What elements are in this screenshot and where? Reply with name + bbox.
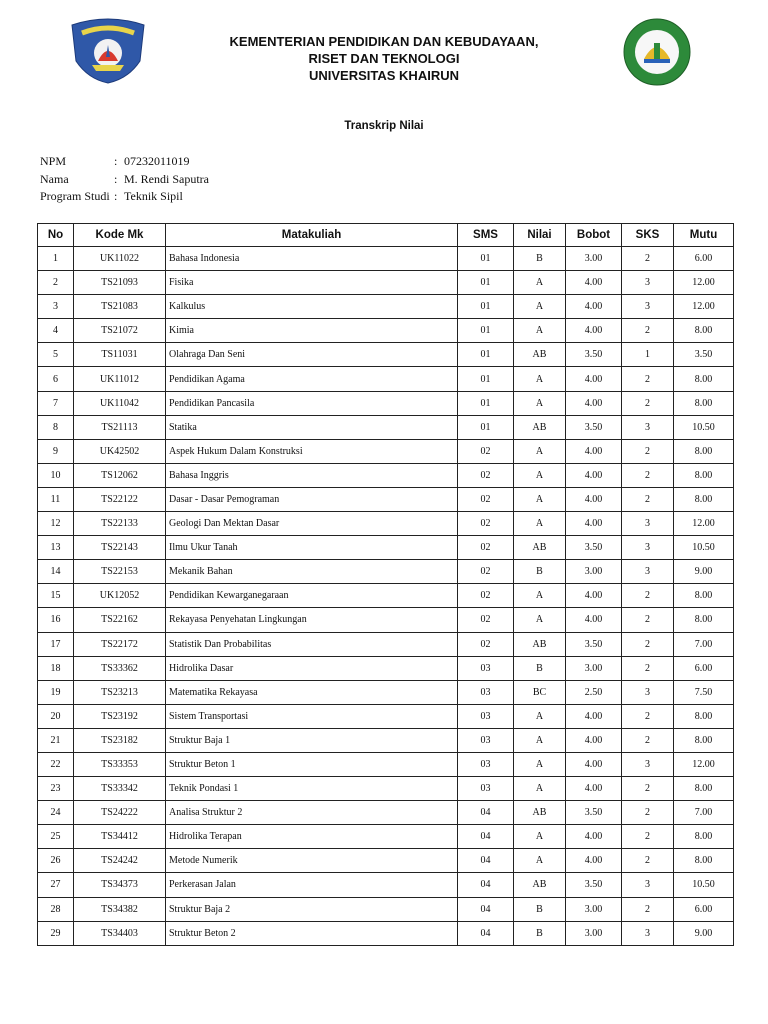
credits: 2 [622, 825, 674, 849]
credits: 2 [622, 319, 674, 343]
course-name: Mekanik Bahan [166, 560, 458, 584]
table-row [38, 801, 734, 825]
row-number: 10 [38, 463, 74, 487]
credits: 3 [622, 512, 674, 536]
grade-letter: AB [514, 873, 566, 897]
quality-points: 8.00 [674, 825, 734, 849]
student-identity [40, 153, 209, 206]
quality-points: 7.00 [674, 801, 734, 825]
credits: 3 [622, 536, 674, 560]
semester: 04 [458, 801, 514, 825]
table-row [38, 656, 734, 680]
grade-weight: 4.00 [566, 439, 622, 463]
row-number: 8 [38, 415, 74, 439]
grade-letter: A [514, 487, 566, 511]
row-number: 14 [38, 560, 74, 584]
row-number: 21 [38, 728, 74, 752]
course-code: TS24222 [74, 801, 166, 825]
semester: 01 [458, 367, 514, 391]
grade-letter: AB [514, 632, 566, 656]
table-row [38, 343, 734, 367]
table-row [38, 825, 734, 849]
course-name: Bahasa Indonesia [166, 247, 458, 271]
quality-points: 8.00 [674, 728, 734, 752]
course-code: TS24242 [74, 849, 166, 873]
header-line-ministry: KEMENTERIAN PENDIDIKAN DAN KEBUDAYAAN, [229, 34, 539, 49]
grade-weight: 3.50 [566, 343, 622, 367]
course-name: Aspek Hukum Dalam Konstruksi [166, 439, 458, 463]
row-number: 2 [38, 271, 74, 295]
grade-weight: 3.00 [566, 897, 622, 921]
course-name: Kalkulus [166, 295, 458, 319]
course-code: TS21113 [74, 415, 166, 439]
grade-letter: A [514, 825, 566, 849]
course-code: TS34373 [74, 873, 166, 897]
row-number: 18 [38, 656, 74, 680]
credits: 1 [622, 343, 674, 367]
semester: 03 [458, 704, 514, 728]
course-name: Teknik Pondasi 1 [166, 777, 458, 801]
course-name: Fisika [166, 271, 458, 295]
grade-letter: A [514, 439, 566, 463]
table-row [38, 463, 734, 487]
grade-weight: 4.00 [566, 487, 622, 511]
row-number: 25 [38, 825, 74, 849]
grade-weight: 4.00 [566, 849, 622, 873]
course-name: Geologi Dan Mektan Dasar [166, 512, 458, 536]
course-name: Struktur Beton 1 [166, 752, 458, 776]
grade-letter: B [514, 656, 566, 680]
column-header-mutu: Mutu [674, 224, 734, 247]
course-code: UK12052 [74, 584, 166, 608]
semester: 03 [458, 728, 514, 752]
course-name: Struktur Beton 2 [166, 921, 458, 945]
grade-letter: A [514, 728, 566, 752]
credits: 2 [622, 897, 674, 921]
grade-weight: 3.00 [566, 656, 622, 680]
grade-weight: 4.00 [566, 512, 622, 536]
name-value: M. Rendi Saputra [124, 171, 209, 186]
course-code: TS33362 [74, 656, 166, 680]
credits: 2 [622, 801, 674, 825]
course-code: UK11042 [74, 391, 166, 415]
quality-points: 8.00 [674, 704, 734, 728]
semester: 01 [458, 343, 514, 367]
credits: 2 [622, 777, 674, 801]
course-name: Metode Numerik [166, 849, 458, 873]
grade-weight: 4.00 [566, 777, 622, 801]
quality-points: 10.50 [674, 536, 734, 560]
header-line-research: RISET DAN TEKNOLOGI [308, 51, 460, 66]
semester: 02 [458, 463, 514, 487]
grade-letter: A [514, 367, 566, 391]
grade-letter: B [514, 897, 566, 921]
credits: 2 [622, 656, 674, 680]
course-name: Sistem Transportasi [166, 704, 458, 728]
quality-points: 12.00 [674, 512, 734, 536]
credits: 2 [622, 463, 674, 487]
course-name: Pendidikan Pancasila [166, 391, 458, 415]
credits: 2 [622, 704, 674, 728]
quality-points: 6.00 [674, 897, 734, 921]
table-row [38, 584, 734, 608]
column-header-no: No [38, 224, 74, 247]
quality-points: 8.00 [674, 391, 734, 415]
table-row [38, 271, 734, 295]
column-header-sms: SMS [458, 224, 514, 247]
grade-letter: B [514, 247, 566, 271]
credits: 2 [622, 247, 674, 271]
credits: 3 [622, 680, 674, 704]
column-header-kode-mk: Kode Mk [74, 224, 166, 247]
semester: 01 [458, 319, 514, 343]
institution-header [170, 33, 598, 84]
semester: 03 [458, 777, 514, 801]
row-number: 23 [38, 777, 74, 801]
row-number: 9 [38, 439, 74, 463]
table-row [38, 247, 734, 271]
semester: 04 [458, 873, 514, 897]
course-code: TS33353 [74, 752, 166, 776]
course-code: UK42502 [74, 439, 166, 463]
grade-letter: A [514, 584, 566, 608]
grade-weight: 4.00 [566, 584, 622, 608]
credits: 2 [622, 391, 674, 415]
semester: 02 [458, 632, 514, 656]
grade-weight: 4.00 [566, 271, 622, 295]
grade-letter: A [514, 319, 566, 343]
course-name: Pendidikan Kewarganegaraan [166, 584, 458, 608]
row-number: 22 [38, 752, 74, 776]
program-row [40, 188, 209, 206]
semester: 02 [458, 560, 514, 584]
semester: 01 [458, 391, 514, 415]
grades-table-body [38, 247, 734, 946]
credits: 3 [622, 271, 674, 295]
grade-weight: 3.50 [566, 632, 622, 656]
program-value: Teknik Sipil [124, 189, 183, 203]
semester: 02 [458, 584, 514, 608]
course-code: TS23182 [74, 728, 166, 752]
table-row [38, 680, 734, 704]
column-header-sks: SKS [622, 224, 674, 247]
grade-weight: 3.50 [566, 873, 622, 897]
course-code: TS22162 [74, 608, 166, 632]
credits: 3 [622, 295, 674, 319]
row-number: 6 [38, 367, 74, 391]
table-row [38, 752, 734, 776]
semester: 01 [458, 247, 514, 271]
semester: 01 [458, 415, 514, 439]
quality-points: 8.00 [674, 777, 734, 801]
course-code: TS22172 [74, 632, 166, 656]
semester: 03 [458, 656, 514, 680]
credits: 2 [622, 632, 674, 656]
quality-points: 10.50 [674, 415, 734, 439]
npm-colon: : [114, 154, 118, 168]
course-code: TS21093 [74, 271, 166, 295]
course-code: UK11022 [74, 247, 166, 271]
row-number: 15 [38, 584, 74, 608]
quality-points: 8.00 [674, 367, 734, 391]
course-name: Statika [166, 415, 458, 439]
course-name: Olahraga Dan Seni [166, 343, 458, 367]
grade-weight: 3.50 [566, 801, 622, 825]
credits: 2 [622, 487, 674, 511]
course-name: Struktur Baja 1 [166, 728, 458, 752]
credits: 2 [622, 849, 674, 873]
course-name: Hidrolika Dasar [166, 656, 458, 680]
grade-weight: 2.50 [566, 680, 622, 704]
grade-weight: 3.00 [566, 247, 622, 271]
tut-wuri-handayani-logo [68, 17, 148, 85]
course-code: TS34403 [74, 921, 166, 945]
quality-points: 8.00 [674, 849, 734, 873]
course-code: TS23192 [74, 704, 166, 728]
course-name: Dasar - Dasar Pemograman [166, 487, 458, 511]
row-number: 7 [38, 391, 74, 415]
grade-weight: 4.00 [566, 319, 622, 343]
credits: 2 [622, 367, 674, 391]
table-row [38, 487, 734, 511]
grade-letter: AB [514, 536, 566, 560]
course-name: Analisa Struktur 2 [166, 801, 458, 825]
course-code: TS11031 [74, 343, 166, 367]
grade-weight: 4.00 [566, 295, 622, 319]
table-row [38, 415, 734, 439]
header-line-university: UNIVERSITAS KHAIRUN [309, 68, 459, 83]
grade-letter: AB [514, 801, 566, 825]
table-row [38, 897, 734, 921]
grade-letter: A [514, 391, 566, 415]
course-name: Ilmu Ukur Tanah [166, 536, 458, 560]
quality-points: 8.00 [674, 584, 734, 608]
semester: 03 [458, 680, 514, 704]
credits: 3 [622, 560, 674, 584]
course-code: UK11012 [74, 367, 166, 391]
grade-letter: A [514, 752, 566, 776]
table-header-row [38, 224, 734, 247]
grade-letter: A [514, 704, 566, 728]
semester: 02 [458, 439, 514, 463]
row-number: 20 [38, 704, 74, 728]
grade-letter: BC [514, 680, 566, 704]
row-number: 1 [38, 247, 74, 271]
credits: 2 [622, 728, 674, 752]
grade-letter: A [514, 295, 566, 319]
table-row [38, 632, 734, 656]
quality-points: 7.50 [674, 680, 734, 704]
semester: 04 [458, 849, 514, 873]
program-colon: : [114, 189, 118, 203]
course-name: Perkerasan Jalan [166, 873, 458, 897]
grade-letter: A [514, 849, 566, 873]
row-number: 17 [38, 632, 74, 656]
course-code: TS21083 [74, 295, 166, 319]
table-row [38, 704, 734, 728]
semester: 02 [458, 487, 514, 511]
grade-letter: A [514, 777, 566, 801]
course-name: Pendidikan Agama [166, 367, 458, 391]
table-row [38, 560, 734, 584]
grade-weight: 3.50 [566, 415, 622, 439]
semester: 02 [458, 536, 514, 560]
course-code: TS21072 [74, 319, 166, 343]
semester: 02 [458, 608, 514, 632]
grade-letter: B [514, 921, 566, 945]
table-row [38, 295, 734, 319]
grade-weight: 3.00 [566, 560, 622, 584]
course-name: Rekayasa Penyehatan Lingkungan [166, 608, 458, 632]
column-header-nilai: Nilai [514, 224, 566, 247]
semester: 02 [458, 512, 514, 536]
table-row [38, 873, 734, 897]
course-code: TS34382 [74, 897, 166, 921]
grade-letter: A [514, 463, 566, 487]
quality-points: 6.00 [674, 247, 734, 271]
table-row [38, 849, 734, 873]
credits: 3 [622, 873, 674, 897]
column-header-bobot: Bobot [566, 224, 622, 247]
credits: 3 [622, 921, 674, 945]
row-number: 3 [38, 295, 74, 319]
table-row [38, 367, 734, 391]
quality-points: 6.00 [674, 656, 734, 680]
grade-weight: 4.00 [566, 391, 622, 415]
grade-weight: 4.00 [566, 728, 622, 752]
course-name: Matematika Rekayasa [166, 680, 458, 704]
row-number: 4 [38, 319, 74, 343]
credits: 3 [622, 415, 674, 439]
course-name: Hidrolika Terapan [166, 825, 458, 849]
grades-table [37, 223, 734, 946]
row-number: 5 [38, 343, 74, 367]
credits: 3 [622, 752, 674, 776]
course-name: Kimia [166, 319, 458, 343]
quality-points: 12.00 [674, 271, 734, 295]
grade-letter: A [514, 512, 566, 536]
course-code: TS22143 [74, 536, 166, 560]
grade-letter: A [514, 608, 566, 632]
npm-row [40, 153, 209, 171]
row-number: 26 [38, 849, 74, 873]
universitas-khairun-logo [620, 17, 694, 87]
row-number: 28 [38, 897, 74, 921]
table-row [38, 777, 734, 801]
quality-points: 8.00 [674, 608, 734, 632]
grade-weight: 4.00 [566, 704, 622, 728]
semester: 04 [458, 897, 514, 921]
course-code: TS22122 [74, 487, 166, 511]
name-colon: : [114, 171, 118, 186]
grade-weight: 3.00 [566, 921, 622, 945]
course-name: Bahasa Inggris [166, 463, 458, 487]
table-row [38, 319, 734, 343]
row-number: 29 [38, 921, 74, 945]
table-row [38, 728, 734, 752]
quality-points: 10.50 [674, 873, 734, 897]
quality-points: 9.00 [674, 921, 734, 945]
quality-points: 8.00 [674, 487, 734, 511]
row-number: 11 [38, 487, 74, 511]
table-row [38, 512, 734, 536]
row-number: 16 [38, 608, 74, 632]
row-number: 12 [38, 512, 74, 536]
credits: 2 [622, 584, 674, 608]
semester: 01 [458, 295, 514, 319]
course-code: TS34412 [74, 825, 166, 849]
row-number: 19 [38, 680, 74, 704]
semester: 04 [458, 921, 514, 945]
semester: 04 [458, 825, 514, 849]
grade-letter: AB [514, 415, 566, 439]
npm-label: NPM [40, 154, 67, 168]
course-name: Statistik Dan Probabilitas [166, 632, 458, 656]
course-code: TS23213 [74, 680, 166, 704]
grade-letter: B [514, 560, 566, 584]
course-code: TS12062 [74, 463, 166, 487]
quality-points: 9.00 [674, 560, 734, 584]
credits: 2 [622, 439, 674, 463]
semester: 03 [458, 752, 514, 776]
course-code: TS22133 [74, 512, 166, 536]
grade-weight: 4.00 [566, 825, 622, 849]
row-number: 27 [38, 873, 74, 897]
quality-points: 7.00 [674, 632, 734, 656]
grade-weight: 4.00 [566, 367, 622, 391]
name-label: Nama [40, 171, 69, 186]
table-row [38, 439, 734, 463]
row-number: 13 [38, 536, 74, 560]
name-row [40, 171, 209, 189]
column-header-matakuliah: Matakuliah [166, 224, 458, 247]
quality-points: 8.00 [674, 319, 734, 343]
quality-points: 8.00 [674, 439, 734, 463]
table-row [38, 608, 734, 632]
grade-weight: 3.50 [566, 536, 622, 560]
grade-weight: 4.00 [566, 752, 622, 776]
table-row [38, 921, 734, 945]
npm-value: 07232011019 [124, 154, 190, 168]
course-code: TS22153 [74, 560, 166, 584]
quality-points: 12.00 [674, 752, 734, 776]
course-name: Struktur Baja 2 [166, 897, 458, 921]
grade-letter: A [514, 271, 566, 295]
table-row [38, 391, 734, 415]
document-title: Transkrip Nilai [344, 120, 424, 132]
semester: 01 [458, 271, 514, 295]
quality-points: 12.00 [674, 295, 734, 319]
grade-weight: 4.00 [566, 463, 622, 487]
program-label: Program Studi [40, 189, 110, 203]
grade-weight: 4.00 [566, 608, 622, 632]
grade-letter: AB [514, 343, 566, 367]
row-number: 24 [38, 801, 74, 825]
quality-points: 8.00 [674, 463, 734, 487]
table-row [38, 536, 734, 560]
credits: 2 [622, 608, 674, 632]
quality-points: 3.50 [674, 343, 734, 367]
course-code: TS33342 [74, 777, 166, 801]
